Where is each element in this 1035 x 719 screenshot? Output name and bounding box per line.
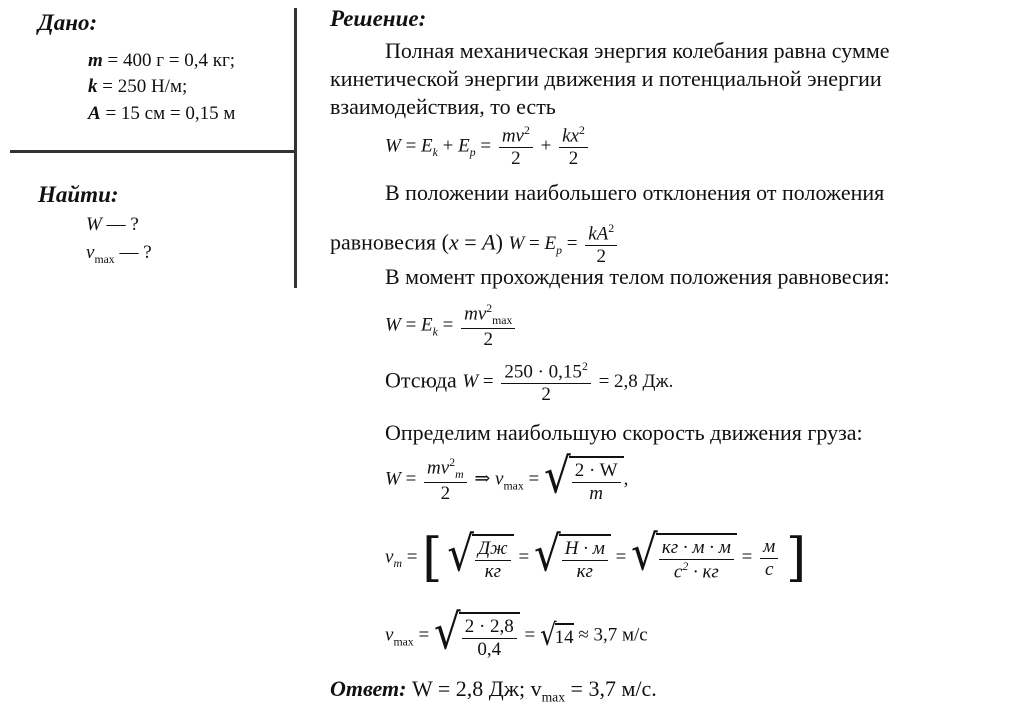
para-1-line-1: Полная механическая энергия колебания равна сумме bbox=[385, 38, 890, 63]
answer: Ответ: W = 2,8 Дж; $v_{max} = 3,7$ м/с. bbox=[330, 676, 657, 705]
para-1-line-2: кинетической энергии движения и потенциальной энергии bbox=[330, 66, 882, 91]
kinetic-formula: $W = E_k$ = $\frac{mv^2_{max}}{2}$ bbox=[385, 302, 518, 351]
given-title: Дано: bbox=[38, 10, 98, 35]
solution-title: Решение: bbox=[330, 6, 427, 31]
find-vmax: $v_{max}$ — ? bbox=[86, 242, 152, 266]
para-3: В момент прохождения телом положения равновесия: bbox=[385, 264, 890, 289]
para-2-line-2: равновесия (x = A) $W = E_p$ = $\frac{kA^2}{2}$ bbox=[330, 222, 620, 268]
find-title: Найти: bbox=[38, 182, 119, 207]
given-amplitude: A = 15 см = 0,15 м bbox=[88, 103, 236, 124]
column-divider bbox=[294, 8, 297, 288]
vmax-formula: W = $\frac{mv^2_m}{2}$ ⇒ $v_{max}$ = √ $\frac{2 \cdot W}{m}$ , bbox=[385, 447, 629, 505]
para-2-line-1: В положении наибольшего отклонения от положения bbox=[385, 180, 885, 205]
energy-sum-formula: $W = E_k + E_p$ = $\frac{mv^2}{2}$ + $\frac{kx^2}{2}$ bbox=[385, 124, 591, 170]
para-4: Отсюда W = $\frac{250 \cdot 0,15^2}{2}$ = 2,8 Дж. bbox=[385, 360, 674, 406]
given-mass: m = 400 г = 0,4 кг; bbox=[88, 50, 236, 71]
para-5: Определим наибольшую скорость движения груза: bbox=[385, 420, 863, 445]
given-stiffness: k = 250 Н/м; bbox=[88, 76, 188, 97]
vmax-calculation: $v_{max}$ = √ $\frac{2 \cdot 2,8}{0,4}$ = √ 14 ≈ 3,7 м/с bbox=[385, 603, 648, 661]
given-divider bbox=[10, 150, 296, 153]
para-1-line-3: взаимодействия, то есть bbox=[330, 94, 556, 119]
find-energy: W — ? bbox=[86, 214, 139, 235]
units-check-formula: $v_m$ = [ √ $\frac{Дж}{кг}$ = √ $\frac{Н \cdot м}{кг}$ = √ $\frac{кг \cdot м \cdot м}{с^2 \cdot кг}$ = $\frac{м}{с}$ ] bbox=[385, 524, 807, 588]
